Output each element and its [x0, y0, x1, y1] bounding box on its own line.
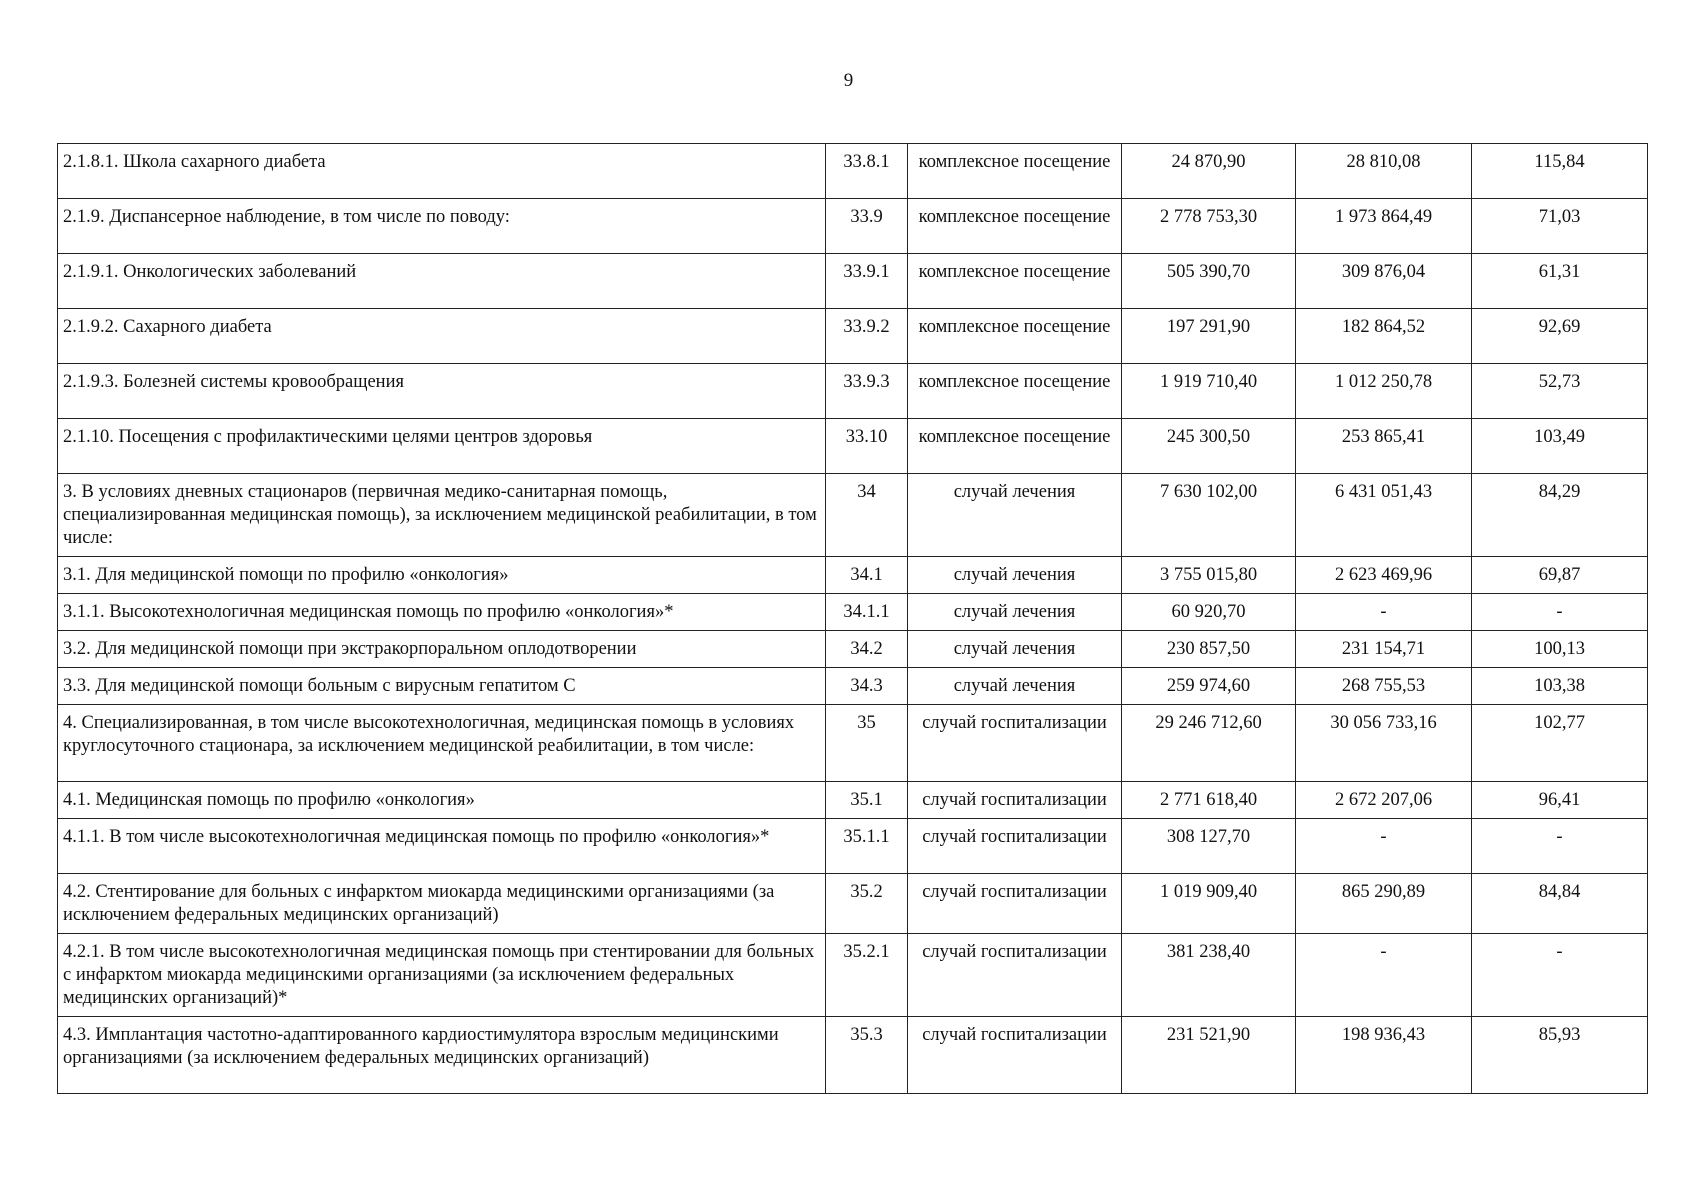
row-name-cell: 3.2. Для медицинской помощи при экстракорпоральном оплодотворении [58, 631, 826, 668]
row-value-1-cell: 2 771 618,40 [1122, 782, 1296, 819]
row-unit-cell: случай госпитализации [908, 705, 1122, 782]
row-unit-cell: случай госпитализации [908, 934, 1122, 1017]
row-name-cell: 2.1.9.3. Болезней системы кровообращения [58, 364, 826, 419]
row-unit-cell: комплексное посещение [908, 364, 1122, 419]
row-value-1-cell: 1 919 710,40 [1122, 364, 1296, 419]
row-unit-cell: случай лечения [908, 631, 1122, 668]
row-value-1-cell: 60 920,70 [1122, 594, 1296, 631]
row-value-2-cell: 1 973 864,49 [1296, 199, 1472, 254]
row-percent-cell: 69,87 [1472, 557, 1648, 594]
table-row [58, 364, 1648, 419]
row-value-1-cell: 231 521,90 [1122, 1017, 1296, 1094]
row-code-cell: 34.1.1 [826, 594, 908, 631]
row-code-cell: 34.1 [826, 557, 908, 594]
row-value-2-cell: 30 056 733,16 [1296, 705, 1472, 782]
row-value-2-cell: 309 876,04 [1296, 254, 1472, 309]
row-value-1-cell: 381 238,40 [1122, 934, 1296, 1017]
row-name-cell: 4.1. Медицинская помощь по профилю «онкология» [58, 782, 826, 819]
row-value-1-cell: 2 778 753,30 [1122, 199, 1296, 254]
row-code-cell: 34.3 [826, 668, 908, 705]
row-value-1-cell: 7 630 102,00 [1122, 474, 1296, 557]
row-percent-cell: 84,84 [1472, 874, 1648, 934]
row-value-2-cell: - [1296, 594, 1472, 631]
row-value-2-cell: 1 012 250,78 [1296, 364, 1472, 419]
row-value-1-cell: 245 300,50 [1122, 419, 1296, 474]
row-percent-cell: 71,03 [1472, 199, 1648, 254]
row-name-cell: 2.1.8.1. Школа сахарного диабета [58, 144, 826, 199]
row-percent-cell: 92,69 [1472, 309, 1648, 364]
row-value-1-cell: 259 974,60 [1122, 668, 1296, 705]
row-name-cell: 2.1.9.1. Онкологических заболеваний [58, 254, 826, 309]
row-unit-cell: случай лечения [908, 474, 1122, 557]
row-percent-cell: 103,49 [1472, 419, 1648, 474]
table-row [58, 1017, 1648, 1094]
row-unit-cell: комплексное посещение [908, 419, 1122, 474]
row-value-2-cell: 865 290,89 [1296, 874, 1472, 934]
row-value-1-cell: 308 127,70 [1122, 819, 1296, 874]
row-value-1-cell: 1 019 909,40 [1122, 874, 1296, 934]
row-code-cell: 33.9.1 [826, 254, 908, 309]
row-percent-cell: 85,93 [1472, 1017, 1648, 1094]
row-unit-cell: случай лечения [908, 557, 1122, 594]
row-percent-cell: 61,31 [1472, 254, 1648, 309]
row-unit-cell: случай госпитализации [908, 782, 1122, 819]
row-code-cell: 33.10 [826, 419, 908, 474]
table-row [58, 819, 1648, 874]
table-row [58, 254, 1648, 309]
row-unit-cell: комплексное посещение [908, 309, 1122, 364]
table-row [58, 199, 1648, 254]
row-percent-cell: 96,41 [1472, 782, 1648, 819]
table-body [58, 144, 1648, 1094]
row-percent-cell: - [1472, 594, 1648, 631]
row-percent-cell: 102,77 [1472, 705, 1648, 782]
row-value-1-cell: 197 291,90 [1122, 309, 1296, 364]
table-row [58, 631, 1648, 668]
table-row [58, 419, 1648, 474]
data-table [57, 143, 1648, 1094]
row-code-cell: 35 [826, 705, 908, 782]
table-row [58, 934, 1648, 1017]
row-code-cell: 34.2 [826, 631, 908, 668]
row-unit-cell: случай лечения [908, 594, 1122, 631]
row-value-1-cell: 24 870,90 [1122, 144, 1296, 199]
row-code-cell: 34 [826, 474, 908, 557]
row-value-2-cell: 268 755,53 [1296, 668, 1472, 705]
row-percent-cell: - [1472, 934, 1648, 1017]
row-value-1-cell: 230 857,50 [1122, 631, 1296, 668]
row-unit-cell: комплексное посещение [908, 199, 1122, 254]
row-unit-cell: комплексное посещение [908, 254, 1122, 309]
table-row [58, 874, 1648, 934]
table-row [58, 309, 1648, 364]
page-number: 9 [843, 70, 854, 91]
row-value-2-cell: 2 623 469,96 [1296, 557, 1472, 594]
table-row [58, 144, 1648, 199]
row-percent-cell: 52,73 [1472, 364, 1648, 419]
row-name-cell: 4.1.1. В том числе высокотехнологичная медицинская помощь по профилю «онкология»* [58, 819, 826, 874]
row-value-1-cell: 505 390,70 [1122, 254, 1296, 309]
row-percent-cell: 100,13 [1472, 631, 1648, 668]
row-code-cell: 35.2.1 [826, 934, 908, 1017]
row-unit-cell: комплексное посещение [908, 144, 1122, 199]
row-name-cell: 4.2.1. В том числе высокотехнологичная медицинская помощь при стентировании для больных с инфарктом миокарда медицинскими организациями (за исключением федеральных медицинских организаций)* [58, 934, 826, 1017]
row-code-cell: 33.9.2 [826, 309, 908, 364]
row-code-cell: 35.1 [826, 782, 908, 819]
row-code-cell: 33.9.3 [826, 364, 908, 419]
row-value-2-cell: 2 672 207,06 [1296, 782, 1472, 819]
row-percent-cell: 115,84 [1472, 144, 1648, 199]
row-code-cell: 33.8.1 [826, 144, 908, 199]
table-row [58, 668, 1648, 705]
row-percent-cell: - [1472, 819, 1648, 874]
row-name-cell: 4. Специализированная, в том числе высокотехнологичная, медицинская помощь в условиях круглосуточного стационара, за исключением медицинской реабилитации, в том числе: [58, 705, 826, 782]
row-name-cell: 3. В условиях дневных стационаров (первичная медико-санитарная помощь, специализированная медицинская помощь), за исключением медицинской реабилитации, в том числе: [58, 474, 826, 557]
row-percent-cell: 84,29 [1472, 474, 1648, 557]
row-name-cell: 3.1.1. Высокотехнологичная медицинская помощь по профилю «онкология»* [58, 594, 826, 631]
row-value-2-cell: - [1296, 819, 1472, 874]
table-row [58, 474, 1648, 557]
row-value-2-cell: 231 154,71 [1296, 631, 1472, 668]
row-name-cell: 2.1.9.2. Сахарного диабета [58, 309, 826, 364]
row-name-cell: 4.2. Стентирование для больных с инфарктом миокарда медицинскими организациями (за исключением федеральных медицинских организаций) [58, 874, 826, 934]
row-percent-cell: 103,38 [1472, 668, 1648, 705]
row-code-cell: 35.3 [826, 1017, 908, 1094]
row-unit-cell: случай лечения [908, 668, 1122, 705]
table-row [58, 557, 1648, 594]
row-name-cell: 2.1.10. Посещения с профилактическими целями центров здоровья [58, 419, 826, 474]
row-value-2-cell: 182 864,52 [1296, 309, 1472, 364]
row-value-1-cell: 3 755 015,80 [1122, 557, 1296, 594]
row-name-cell: 2.1.9. Диспансерное наблюдение, в том числе по поводу: [58, 199, 826, 254]
row-name-cell: 3.3. Для медицинской помощи больным с вирусным гепатитом С [58, 668, 826, 705]
row-code-cell: 35.1.1 [826, 819, 908, 874]
row-value-2-cell: 253 865,41 [1296, 419, 1472, 474]
row-value-1-cell: 29 246 712,60 [1122, 705, 1296, 782]
row-value-2-cell: - [1296, 934, 1472, 1017]
row-unit-cell: случай госпитализации [908, 1017, 1122, 1094]
row-code-cell: 35.2 [826, 874, 908, 934]
row-value-2-cell: 28 810,08 [1296, 144, 1472, 199]
table-row [58, 705, 1648, 782]
row-name-cell: 3.1. Для медицинской помощи по профилю «онкология» [58, 557, 826, 594]
row-value-2-cell: 198 936,43 [1296, 1017, 1472, 1094]
row-code-cell: 33.9 [826, 199, 908, 254]
table-row [58, 594, 1648, 631]
row-unit-cell: случай госпитализации [908, 874, 1122, 934]
row-name-cell: 4.3. Имплантация частотно-адаптированного кардиостимулятора взрослым медицинскими организациями (за исключением федеральных медицинских организаций) [58, 1017, 826, 1094]
row-unit-cell: случай госпитализации [908, 819, 1122, 874]
row-value-2-cell: 6 431 051,43 [1296, 474, 1472, 557]
table-row [58, 782, 1648, 819]
